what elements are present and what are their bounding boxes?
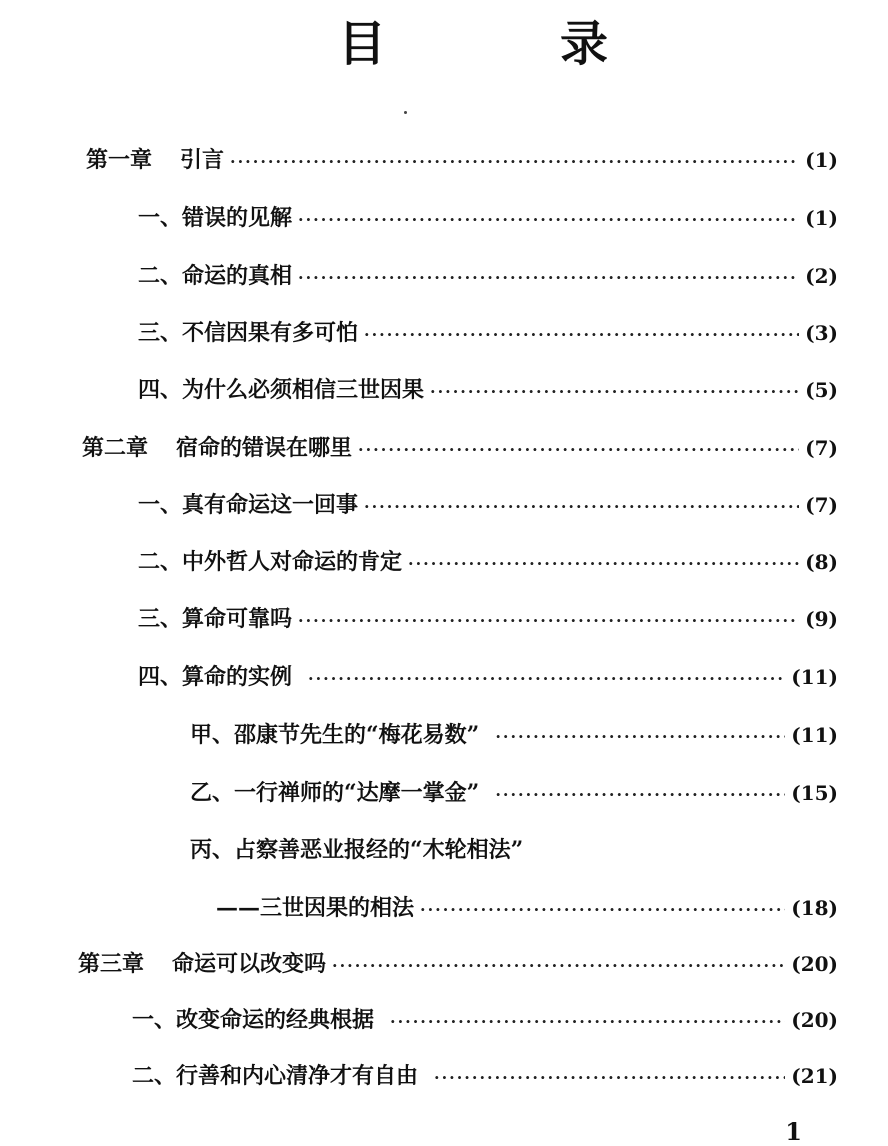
chapter-title: 宿命的错误在哪里 xyxy=(176,435,353,461)
toc-entry-title: 二、中外哲人对命运的肯定 xyxy=(138,549,403,575)
dot-leader xyxy=(308,659,785,699)
toc-section[interactable] xyxy=(138,599,838,639)
page-reference: (18) xyxy=(791,896,838,920)
toc-chapter-3[interactable] xyxy=(78,944,838,984)
toc-section[interactable] xyxy=(138,198,838,238)
page-reference: (2) xyxy=(805,264,838,288)
dot-leader xyxy=(298,200,799,240)
toc-section[interactable] xyxy=(138,313,838,353)
page-reference: (5) xyxy=(805,378,838,402)
page-number: 1 xyxy=(785,1117,802,1146)
toc-subsection[interactable] xyxy=(190,830,838,870)
page-reference: (20) xyxy=(791,952,838,976)
toc-entry-title: 二、命运的真相 xyxy=(138,263,293,289)
page-reference: (7) xyxy=(805,493,838,517)
page-title xyxy=(338,14,608,74)
dot-leader xyxy=(364,315,799,355)
toc-entry-title: 二、行善和内心清净才有自由 xyxy=(132,1063,419,1089)
toc-entry-title: 三、不信因果有多可怕 xyxy=(138,320,359,346)
page-reference: (15) xyxy=(791,781,838,805)
dot-leader xyxy=(332,946,785,986)
page-reference: (20) xyxy=(791,1008,838,1032)
toc-section[interactable] xyxy=(138,657,838,697)
chapter-number: 第一章 xyxy=(86,147,153,173)
page-reference: (21) xyxy=(791,1064,838,1088)
toc-entry-title: 一、错误的见解 xyxy=(138,205,293,231)
title-char-1: 目 xyxy=(338,16,387,72)
toc-subsection[interactable] xyxy=(190,715,838,755)
dot-leader xyxy=(364,487,799,527)
toc-entry-title: 丙、占察善恶业报经的“木轮相法” xyxy=(190,837,524,863)
dot-leader xyxy=(390,1002,785,1042)
toc-subsection-continuation[interactable] xyxy=(216,888,838,928)
toc-chapter-2[interactable] xyxy=(82,428,838,468)
toc-entry-title: 三、算命可靠吗 xyxy=(138,606,293,632)
page-reference: (11) xyxy=(791,723,838,747)
toc-entry-title xyxy=(78,944,326,984)
toc-entry-title: 一、真有命运这一回事 xyxy=(138,492,359,518)
toc-entry-title: ——三世因果的相法 xyxy=(216,895,415,921)
dot-leader xyxy=(358,430,799,470)
page-reference: (1) xyxy=(805,148,838,172)
chapter-number: 第二章 xyxy=(82,435,149,461)
toc-section[interactable] xyxy=(138,256,838,296)
toc-entry-title xyxy=(86,140,224,180)
toc-section[interactable] xyxy=(138,542,838,582)
title-char-2: 录 xyxy=(559,16,608,72)
toc-chapter-1[interactable] xyxy=(86,140,838,180)
chapter-title: 引言 xyxy=(180,147,225,173)
page-reference: (11) xyxy=(791,665,838,689)
dot-leader xyxy=(430,372,799,412)
toc-entry-title xyxy=(82,428,352,468)
toc-section[interactable] xyxy=(132,1000,838,1040)
page-reference: (9) xyxy=(805,607,838,631)
toc-section[interactable] xyxy=(132,1056,838,1096)
dot-leader xyxy=(408,544,799,584)
dot-leader xyxy=(495,717,785,757)
chapter-title: 命运可以改变吗 xyxy=(172,951,327,977)
chapter-number: 第三章 xyxy=(78,951,145,977)
scan-speck xyxy=(404,111,407,114)
toc-entry-title: 四、为什么必须相信三世因果 xyxy=(138,377,425,403)
dot-leader xyxy=(495,775,785,815)
dot-leader xyxy=(298,258,799,298)
page-reference: (1) xyxy=(805,206,838,230)
dot-leader xyxy=(420,890,785,930)
page-reference: (7) xyxy=(805,436,838,460)
toc-entry-title: 四、算命的实例 xyxy=(138,664,293,690)
toc-entry-title: 乙、一行禅师的“达摩一掌金” xyxy=(190,780,480,806)
dot-leader xyxy=(434,1058,785,1098)
page-reference: (8) xyxy=(805,550,838,574)
toc-entry-title: 一、改变命运的经典根据 xyxy=(132,1007,375,1033)
page-reference: (3) xyxy=(805,321,838,345)
toc-subsection[interactable] xyxy=(190,773,838,813)
toc-section[interactable] xyxy=(138,485,838,525)
dot-leader xyxy=(230,142,799,182)
toc-entry-title: 甲、邵康节先生的“梅花易数” xyxy=(190,722,480,748)
toc-section[interactable] xyxy=(138,370,838,410)
dot-leader xyxy=(298,601,799,641)
